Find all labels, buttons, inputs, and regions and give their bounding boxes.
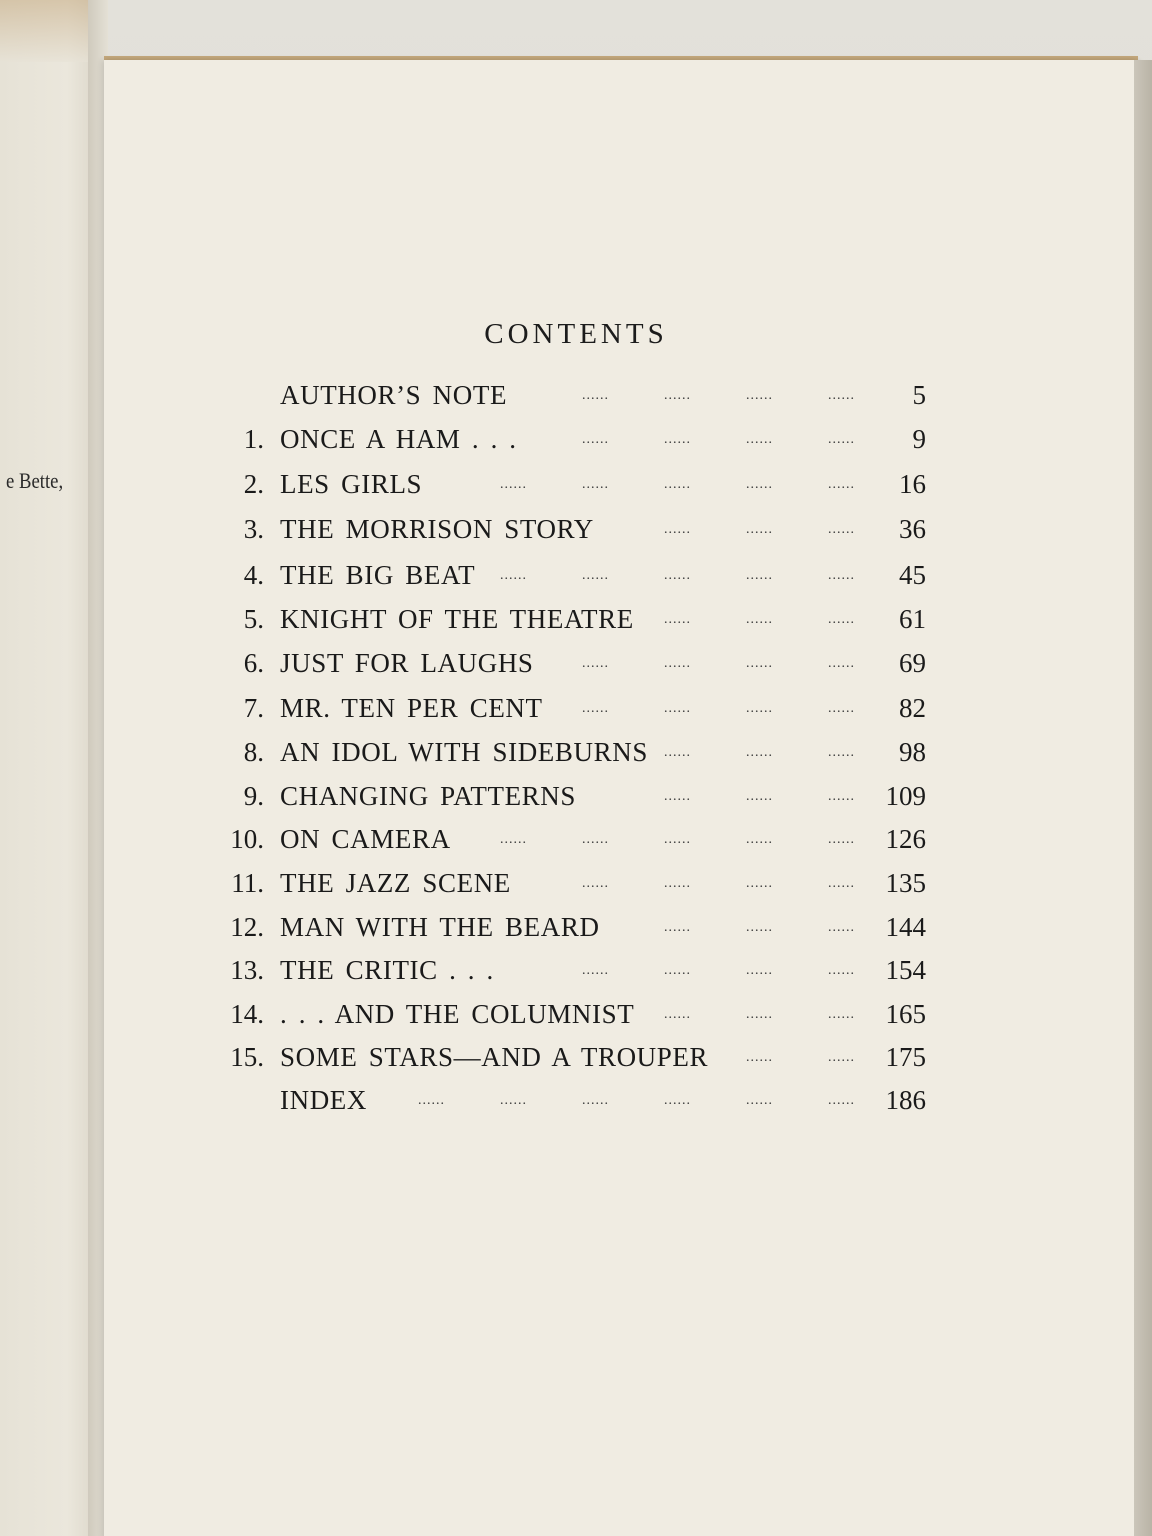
leader-dots: ...... <box>746 522 773 537</box>
leader-dots: ...... <box>746 388 773 403</box>
toc-entry-title: ON CAMERA <box>280 824 451 854</box>
leader-dots: ...... <box>746 920 773 935</box>
leader-dots: ...... <box>500 568 527 583</box>
leader-dots: ...... <box>664 745 691 760</box>
toc-entry-title: . . . AND THE COLUMNIST <box>280 999 635 1029</box>
toc-entry-page: 82 <box>899 693 926 723</box>
leader-dots: ...... <box>664 568 691 583</box>
leader-dots: ...... <box>828 1050 855 1065</box>
leader-dots: ...... <box>582 388 609 403</box>
leader-dots: ...... <box>746 701 773 716</box>
leader-dots: ...... <box>418 1093 445 1108</box>
leader-dots: ...... <box>746 1093 773 1108</box>
toc-entry-title: ONCE A HAM . . . <box>280 424 517 454</box>
leader-dots: ...... <box>582 832 609 847</box>
toc-entry-page: 154 <box>885 955 926 985</box>
leader-dots: ...... <box>746 789 773 804</box>
toc-entry-title: SOME STARS—AND A TROUPER <box>280 1042 709 1072</box>
toc-entry-title: CHANGING PATTERNS <box>280 781 576 811</box>
toc-entry-number: 5. <box>243 604 264 634</box>
toc-entry-page: 9 <box>912 424 926 454</box>
leader-dots: ...... <box>664 1093 691 1108</box>
toc-entry-title: MAN WITH THE BEARD <box>280 912 600 942</box>
toc-entry-title: INDEX <box>280 1085 367 1115</box>
toc-entry-number: 15. <box>230 1042 264 1072</box>
toc-entry-number: 11. <box>231 868 264 898</box>
toc-entry-title: AUTHOR’S NOTE <box>280 380 508 410</box>
toc-entry <box>0 868 1152 908</box>
toc-entry-page: 175 <box>885 1042 926 1072</box>
leader-dots: ...... <box>746 612 773 627</box>
leader-dots: ...... <box>664 701 691 716</box>
toc-entry-title: THE BIG BEAT <box>280 560 476 590</box>
toc-entry <box>0 693 1152 733</box>
toc-entry <box>0 912 1152 952</box>
leader-dots: ...... <box>582 701 609 716</box>
contents-heading-text: CONTENTS <box>484 318 668 350</box>
leader-dots: ...... <box>664 832 691 847</box>
leader-dots: ...... <box>500 832 527 847</box>
leader-dots: ...... <box>582 656 609 671</box>
toc-entry-number: 6. <box>243 648 264 678</box>
leader-dots: ...... <box>828 656 855 671</box>
toc-entry <box>0 648 1152 688</box>
leader-dots: ...... <box>664 432 691 447</box>
toc-entry-title: THE JAZZ SCENE <box>280 868 511 898</box>
leader-dots: ...... <box>500 477 527 492</box>
leader-dots: ...... <box>828 876 855 891</box>
toc-entry-page: 16 <box>899 469 926 499</box>
toc-entry <box>0 514 1152 554</box>
toc-entry-title: JUST FOR LAUGHS <box>280 648 534 678</box>
toc-entry-title: THE CRITIC . . . <box>280 955 494 985</box>
leader-dots: ...... <box>746 1050 773 1065</box>
leader-dots: ...... <box>828 1007 855 1022</box>
leader-dots: ...... <box>828 789 855 804</box>
toc-entry <box>0 560 1152 600</box>
toc-entry <box>0 781 1152 821</box>
left-page-fragment: e Bette, <box>6 468 64 493</box>
toc-entry-title: AN IDOL WITH SIDEBURNS <box>280 737 648 767</box>
toc-entry-page: 61 <box>899 604 926 634</box>
leader-dots: ...... <box>664 1007 691 1022</box>
toc-entry <box>0 824 1152 864</box>
toc-entry-page: 98 <box>899 737 926 767</box>
toc-entry-page: 5 <box>912 380 926 410</box>
toc-entry-page: 186 <box>885 1085 926 1115</box>
leader-dots: ...... <box>582 432 609 447</box>
toc-entry-title: KNIGHT OF THE THEATRE <box>280 604 634 634</box>
toc-entry-number: 8. <box>243 737 264 767</box>
leader-dots: ...... <box>664 920 691 935</box>
leader-dots: ...... <box>828 963 855 978</box>
toc-entry-number: 9. <box>243 781 264 811</box>
toc-entry-number: 13. <box>230 955 264 985</box>
toc-entry <box>0 1085 1152 1125</box>
toc-entry-page: 36 <box>899 514 926 544</box>
toc-entry-title: LES GIRLS <box>280 469 423 499</box>
toc-entry-page: 135 <box>885 868 926 898</box>
toc-entry-number: 7. <box>243 693 264 723</box>
leader-dots: ...... <box>746 1007 773 1022</box>
leader-dots: ...... <box>746 568 773 583</box>
toc-entry <box>0 955 1152 995</box>
leader-dots: ...... <box>828 920 855 935</box>
leader-dots: ...... <box>664 789 691 804</box>
leader-dots: ...... <box>664 388 691 403</box>
toc-entry <box>0 469 1152 509</box>
leader-dots: ...... <box>828 522 855 537</box>
toc-entry-number: 4. <box>243 560 264 590</box>
leader-dots: ...... <box>828 388 855 403</box>
leader-dots: ...... <box>664 963 691 978</box>
leader-dots: ...... <box>582 1093 609 1108</box>
leader-dots: ...... <box>582 963 609 978</box>
leader-dots: ...... <box>828 432 855 447</box>
leader-dots: ...... <box>746 876 773 891</box>
leader-dots: ...... <box>828 832 855 847</box>
toc-entry <box>0 1042 1152 1082</box>
toc-entry-number: 12. <box>230 912 264 942</box>
toc-entry-page: 109 <box>885 781 926 811</box>
leader-dots: ...... <box>582 568 609 583</box>
leader-dots: ...... <box>664 522 691 537</box>
toc-entry-page: 126 <box>885 824 926 854</box>
toc-entry-title: MR. TEN PER CENT <box>280 693 543 723</box>
toc-entry-page: 69 <box>899 648 926 678</box>
toc-entry <box>0 999 1152 1039</box>
toc-entry-number: 2. <box>243 469 264 499</box>
toc-entry <box>0 604 1152 644</box>
leader-dots: ...... <box>582 477 609 492</box>
leader-dots: ...... <box>664 612 691 627</box>
leader-dots: ...... <box>746 432 773 447</box>
leader-dots: ...... <box>746 477 773 492</box>
toc-entry-number: 3. <box>243 514 264 544</box>
leader-dots: ...... <box>828 745 855 760</box>
toc-entry-title: THE MORRISON STORY <box>280 514 594 544</box>
toc-entry <box>0 737 1152 777</box>
toc-entry-page: 165 <box>885 999 926 1029</box>
toc-entry-page: 144 <box>885 912 926 942</box>
toc-entry-number: 14. <box>230 999 264 1029</box>
leader-dots: ...... <box>746 832 773 847</box>
leader-dots: ...... <box>828 1093 855 1108</box>
toc-entry <box>0 380 1152 420</box>
toc-entry-page: 45 <box>899 560 926 590</box>
leader-dots: ...... <box>828 568 855 583</box>
leader-dots: ...... <box>828 701 855 716</box>
toc-entry <box>0 424 1152 464</box>
leader-dots: ...... <box>746 963 773 978</box>
leader-dots: ...... <box>828 612 855 627</box>
leader-dots: ...... <box>664 477 691 492</box>
leader-dots: ...... <box>746 656 773 671</box>
leader-dots: ...... <box>582 876 609 891</box>
leader-dots: ...... <box>746 745 773 760</box>
leader-dots: ...... <box>500 1093 527 1108</box>
toc-entry-number: 10. <box>230 824 264 854</box>
leader-dots: ...... <box>664 876 691 891</box>
leader-dots: ...... <box>664 656 691 671</box>
leader-dots: ...... <box>828 477 855 492</box>
toc-entry-number: 1. <box>243 424 264 454</box>
